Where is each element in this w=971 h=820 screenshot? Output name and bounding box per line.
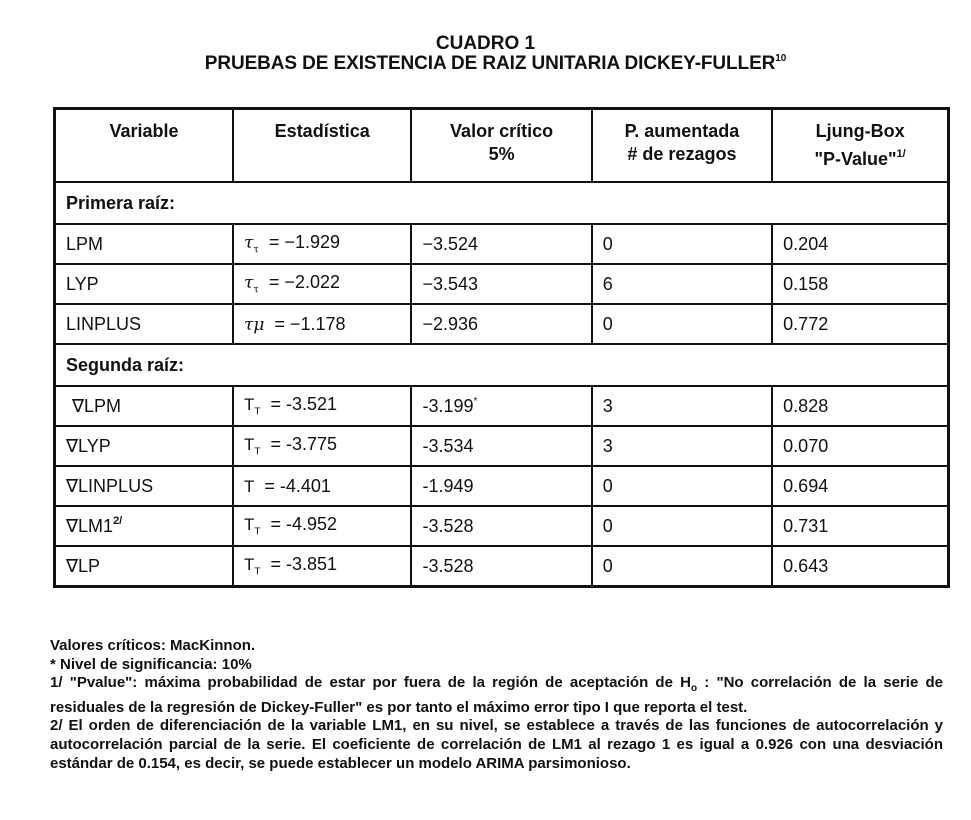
- table-row: [55, 506, 949, 546]
- column-header-line1: Ljung-Box: [815, 121, 905, 141]
- statistic-value: = −2.022: [268, 272, 340, 293]
- cell-statistic: [233, 426, 412, 466]
- cell-lags: 3: [592, 426, 772, 466]
- column-header-line2: [416, 143, 586, 166]
- column-header-line1: Estadística: [274, 121, 370, 141]
- variable-name: LPM: [66, 233, 104, 254]
- statistic-subscript: T: [254, 446, 261, 458]
- variable-name: ∇LPM: [72, 395, 122, 416]
- statistic-subscript: T: [254, 526, 261, 538]
- statistic-symbol-text: T: [243, 435, 255, 455]
- cell-lags: 6: [592, 264, 772, 304]
- spacer: [260, 434, 270, 454]
- statistic-value: = -3.775: [270, 434, 338, 455]
- critical-value: -1.949: [422, 475, 474, 496]
- table-row: [55, 304, 949, 344]
- statistic-symbol-text: τ: [243, 273, 254, 294]
- variable-name: ∇LYP: [66, 435, 111, 456]
- cell-pvalue: 0.772: [772, 304, 948, 344]
- statistic-symbol-text: τ: [243, 233, 254, 254]
- section-row: [55, 344, 949, 386]
- cell-critical-value: [411, 426, 591, 466]
- table-title: [10, 53, 971, 75]
- cell-critical-value: [411, 304, 591, 344]
- spacer: [259, 232, 269, 252]
- variable-name: LINPLUS: [66, 313, 142, 334]
- dickey-fuller-table: [53, 107, 950, 588]
- variable-name: ∇LM1: [66, 516, 114, 536]
- statistic-symbol: [243, 395, 261, 418]
- note-1-subscript: o: [690, 683, 698, 695]
- critical-value: −3.543: [422, 273, 479, 294]
- column-header: [55, 109, 233, 183]
- header-row: [55, 109, 949, 183]
- cell-variable: [55, 386, 233, 426]
- statistic-symbol: [243, 515, 261, 538]
- critical-value: -3.199: [422, 395, 474, 416]
- column-header: [411, 109, 591, 183]
- table-row: [55, 224, 949, 264]
- table-row: [55, 426, 949, 466]
- note-1-text-b: : "No correlación de la serie de residuales de la regresión de Dickey-Fuller" es por tanto el máximo error tipo I que reporta el test.: [50, 674, 943, 716]
- column-header-line1: P. aumentada: [624, 121, 740, 141]
- section-label: Primera raíz:: [55, 182, 949, 224]
- cell-critical-value: [411, 466, 591, 506]
- spacer: [254, 476, 264, 496]
- cell-statistic: [233, 224, 412, 264]
- statistic-value: = -3.521: [270, 394, 338, 415]
- table-row: [55, 466, 949, 506]
- cell-critical-value: [411, 224, 591, 264]
- spacer: [260, 514, 270, 534]
- cell-lags: 3: [592, 386, 772, 426]
- cell-variable: [55, 304, 233, 344]
- statistic-symbol-text: T: [243, 555, 255, 575]
- cell-pvalue: 0.731: [772, 506, 948, 546]
- cell-lags: 0: [592, 224, 772, 264]
- table-row: [55, 264, 949, 304]
- title-footnote-ref: 10: [775, 53, 787, 64]
- statistic-value: = −1.178: [274, 313, 346, 334]
- cell-lags: 0: [592, 546, 772, 587]
- statistic-subscript: T: [254, 406, 261, 418]
- cell-statistic: [233, 546, 412, 587]
- table-notes: [50, 637, 943, 773]
- statistic-symbol: [243, 435, 261, 458]
- statistic-symbol-text: T: [243, 515, 255, 535]
- cell-lags: 0: [592, 304, 772, 344]
- column-header-line1: Variable: [109, 121, 179, 141]
- table-title-text: PRUEBAS DE EXISTENCIA DE RAIZ UNITARIA DICKEY-FULLER: [204, 53, 776, 74]
- note-source: Valores críticos: MacKinnon.: [50, 637, 256, 654]
- cell-pvalue: 0.070: [772, 426, 948, 466]
- table-row: [55, 546, 949, 587]
- column-header-line2-text: # de rezagos: [627, 144, 737, 164]
- variable-name: ∇LINPLUS: [66, 475, 154, 496]
- table-row: [55, 386, 949, 426]
- cell-critical-value: [411, 386, 591, 426]
- cell-lags: 0: [592, 466, 772, 506]
- cell-variable: [55, 546, 233, 587]
- cell-pvalue: 0.643: [772, 546, 948, 587]
- cell-pvalue: 0.694: [772, 466, 948, 506]
- cell-critical-value: [411, 546, 591, 587]
- cell-critical-value: [411, 264, 591, 304]
- statistic-value: = -4.401: [264, 475, 331, 496]
- spacer: [264, 314, 274, 334]
- cell-pvalue: 0.158: [772, 264, 948, 304]
- statistic-value: = −1.929: [268, 232, 340, 253]
- statistic-symbol-text: T: [243, 476, 255, 496]
- critical-value: −3.524: [422, 233, 479, 254]
- variable-name: LYP: [66, 273, 99, 294]
- cell-pvalue: 0.204: [772, 224, 948, 264]
- table-number-title: CUADRO 1: [435, 33, 536, 54]
- statistic-symbol: [244, 315, 264, 335]
- cell-variable: [55, 466, 233, 506]
- significance-mark: *: [473, 395, 478, 407]
- column-header-line2-text: 5%: [488, 144, 515, 164]
- cell-statistic: [233, 304, 412, 344]
- cell-statistic: [233, 386, 412, 426]
- note-significance: * Nivel de significancia: 10%: [50, 655, 252, 673]
- critical-value: −2.936: [422, 313, 479, 334]
- variable-name: ∇LP: [66, 555, 101, 576]
- note-2: 2/ El orden de diferenciación de la variable LM1, en su nivel, se establece a través de las funciones de autocorrelación y autocorrelación parcial de la serie. El coeficiente de correlación de LM1 al rezago 1 es igual a 0.926 con una desviación estándar de 0.154, es decir, se puede establecer un modelo ARIMA parsimonioso.: [50, 717, 943, 772]
- statistic-symbol-text: T: [243, 395, 255, 415]
- note-1-text-a: 1/ "Pvalue": máxima probabilidad de estar por fuera de la región de aceptación de H: [50, 674, 691, 692]
- cell-statistic: [233, 506, 412, 546]
- cell-variable: [55, 264, 233, 304]
- cell-statistic: [233, 466, 412, 506]
- cell-lags: 0: [592, 506, 772, 546]
- column-header-line1: Valor crítico: [450, 121, 554, 141]
- cell-statistic: [233, 264, 412, 304]
- section-row: [55, 182, 949, 224]
- spacer: [260, 394, 270, 414]
- statistic-symbol: [243, 555, 261, 578]
- cell-variable: [55, 426, 233, 466]
- column-header-line2: [777, 143, 943, 171]
- cell-variable: [55, 506, 233, 546]
- section-label: Segunda raíz:: [55, 344, 949, 386]
- column-header-footnote-ref: 1/: [896, 148, 906, 160]
- statistic-symbol: [244, 477, 254, 496]
- column-header-line2: [597, 143, 767, 166]
- statistic-symbol: [243, 273, 259, 296]
- spacer: [260, 554, 270, 574]
- cell-variable: [55, 224, 233, 264]
- note-1: [50, 674, 943, 717]
- column-header: [592, 109, 772, 183]
- statistic-subscript: τ: [253, 284, 259, 296]
- statistic-value: = -4.952: [270, 514, 338, 535]
- cell-pvalue: 0.828: [772, 386, 948, 426]
- spacer: [259, 272, 269, 292]
- cell-critical-value: [411, 506, 591, 546]
- variable-footnote-ref: 2/: [113, 515, 123, 527]
- critical-value: -3.534: [422, 435, 474, 456]
- statistic-subscript: τ: [253, 244, 259, 256]
- column-header-line2-text: "P-Value": [814, 149, 897, 169]
- column-header: [233, 109, 412, 183]
- critical-value: -3.528: [422, 515, 474, 536]
- statistic-value: = -3.851: [270, 554, 338, 575]
- statistic-symbol-text: τμ: [243, 314, 265, 335]
- critical-value: -3.528: [422, 555, 474, 576]
- column-header: [772, 109, 948, 183]
- statistic-subscript: T: [254, 566, 261, 578]
- statistic-symbol: [243, 233, 259, 256]
